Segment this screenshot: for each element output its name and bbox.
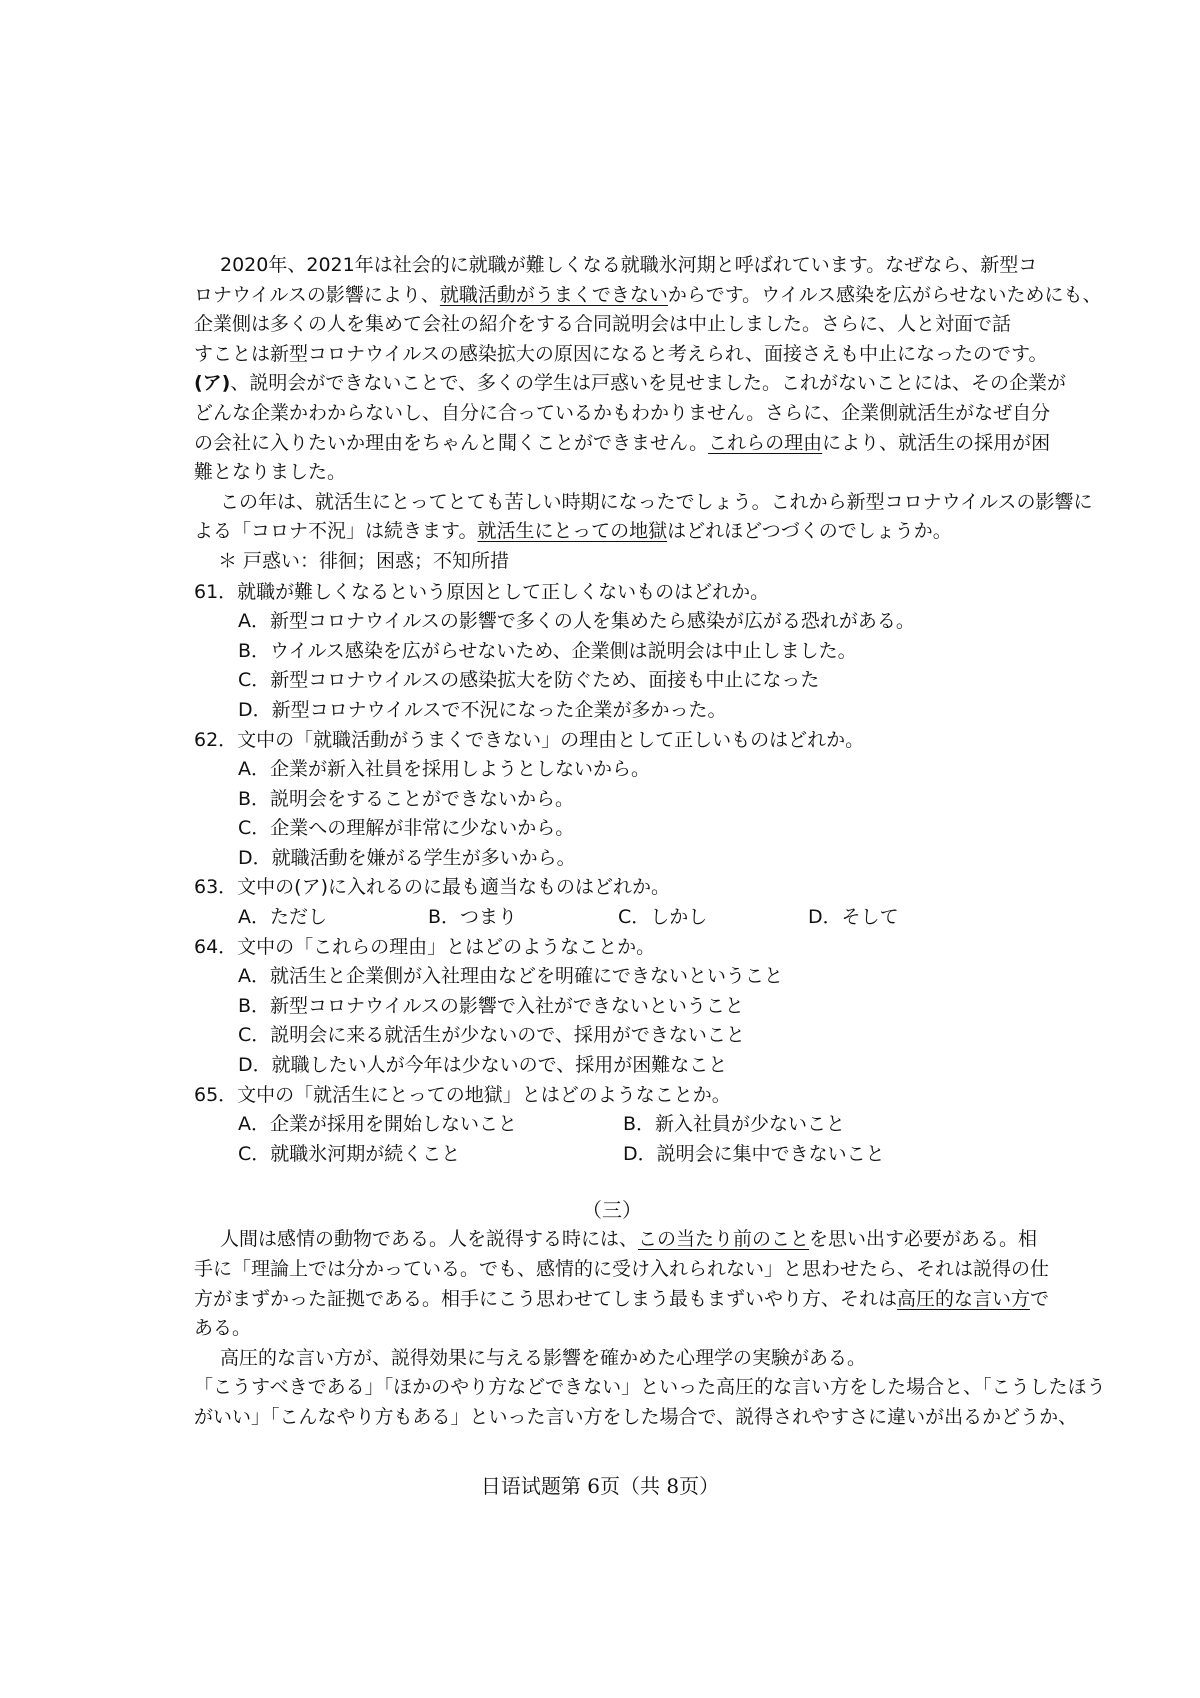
question-stem: 63．文中の(ア)に入れるのに最も適当なものはどれか。	[194, 876, 671, 899]
text-span: 人間は感情の動物である。人を説得する時には、	[220, 1228, 639, 1251]
option-a: A．新型コロナウイルスの影響で多くの人を集めたら感染が広がる恐れがある。	[238, 610, 915, 633]
text-span: を思い出す必要がある。相	[809, 1228, 1038, 1251]
passage-line	[194, 1225, 1038, 1255]
passage-line	[194, 517, 1030, 547]
question-stem: 65．文中の「就活生にとっての地獄」とはどのようなことか。	[194, 1083, 731, 1106]
text-span: はどれほどつづくのでしょうか。	[667, 520, 952, 543]
option-d: D．就職したい人が今年は少ないので、採用が困難なこと	[238, 1054, 728, 1077]
page-content	[194, 251, 1106, 1433]
option-a: A．企業が採用を開始しないこと	[238, 1113, 517, 1136]
option-b: B．ウイルス感染を広がらせないため、企業側は説明会は中止しました。	[238, 639, 857, 662]
question-stem: 64．文中の「これらの理由」とはどのようなことか。	[194, 935, 656, 958]
underlined-phrase: この当たり前のこと	[638, 1228, 810, 1251]
option-c: C．就職氷河期が続くこと	[238, 1142, 461, 1165]
passage-line	[194, 369, 1066, 399]
vocabulary-note: ＊ 戸惑い：徘徊；困惑；不知所措	[218, 549, 510, 572]
passage-line: 難となりました。	[194, 461, 347, 484]
question-65	[194, 1081, 1030, 1170]
option-a: A．就活生と企業側が入社理由などを明確にできないということ	[238, 965, 783, 988]
option-c: C．企業への理解が非常に少ないから。	[238, 817, 575, 840]
passage-line: この年は、就活生にとってとても苦しい時期になったでしょう。これから新型コロナウイルスの影響に	[220, 490, 1093, 513]
passage-line	[194, 429, 1051, 459]
option-d: D．新型コロナウイルスで不況になった企業が多かった。	[238, 698, 727, 721]
option-b: B．説明会をすることができないから。	[238, 787, 575, 810]
section-heading: （三）	[582, 1198, 642, 1223]
text-span: 方がまずかった証拠である。相手にこう思わせてしまう最もまずいやり方、それは	[194, 1287, 898, 1310]
question-62	[194, 726, 1030, 874]
option-b: B．新入社員が少ないこと	[623, 1113, 846, 1136]
text-span: からです。ウイルス感染を広がらせないためにも、	[667, 283, 1102, 306]
passage-line: ある。	[194, 1317, 252, 1340]
text-span: よる「コロナ不況」は続きます。	[194, 520, 478, 543]
passage-line: 手に「理論上では分かっている。でも、感情的に受け入れられない」と思わせたら、それは説得の仕	[194, 1258, 1050, 1280]
question-61	[194, 578, 1030, 726]
passage-line: 高圧的な言い方が、説得効果に与える影響を確かめた心理学の実験がある。	[220, 1346, 867, 1369]
text-span: の会社に入りたいか理由をちゃんと聞くことができません。	[194, 431, 709, 454]
underlined-phrase: 高圧的な言い方	[897, 1287, 1031, 1310]
option-b: B．つまり	[428, 906, 518, 929]
question-64	[194, 933, 1030, 1081]
passage-line: どんな企業かわからないし、自分に合っているかもわかりません。さらに、企業側就活生がなぜ自分	[194, 401, 1051, 424]
underlined-phrase: 就職活動がうまくできない	[439, 283, 668, 306]
option-d: D．説明会に集中できないこと	[623, 1142, 885, 1165]
option-c: C．しかし	[618, 906, 708, 929]
option-d: D．そして	[808, 906, 899, 929]
question-63	[194, 873, 1030, 932]
text-span: ロナウイルスの影響により、	[194, 283, 440, 306]
option-c: C．説明会に来る就活生が少ないので、採用ができないこと	[238, 1024, 745, 1047]
options-row	[194, 903, 1030, 933]
passage-line	[194, 1285, 1050, 1315]
passage-line: 「こうすべきである」「ほかのやり方などできない」といった高圧的な言い方をした場合と、「こうしたほう	[194, 1376, 1106, 1399]
blank-marker: (ア)	[194, 372, 231, 395]
passage-line	[194, 281, 1102, 311]
text-span: により、就活生の採用が困	[822, 431, 1051, 454]
text-span: で	[1030, 1287, 1050, 1310]
passage-line: 企業側は多くの人を集めて会社の紹介をする合同説明会は中止しました。さらに、人と対面で話	[194, 313, 1012, 336]
reading-passage-2	[194, 251, 1102, 577]
option-c: C．新型コロナウイルスの感染拡大を防ぐため、面接も中止になった	[238, 669, 820, 692]
options-row	[194, 1110, 1030, 1140]
reading-passage-3	[194, 1225, 1106, 1432]
option-b: B．新型コロナウイルスの影響で入社ができないということ	[238, 994, 744, 1017]
passage-line: がいい」「こんなやり方もある」といった言い方をした場合で、説得されやすさに違いが出るかどうか、	[194, 1405, 1078, 1428]
question-stem: 61．就職が難しくなるという原因として正しくないものはどれか。	[194, 580, 770, 603]
option-a: A．ただし	[238, 906, 327, 929]
underlined-phrase: 就活生にとっての地獄	[477, 520, 668, 543]
question-stem: 62．文中の「就職活動がうまくできない」の理由として正しいものはどれか。	[194, 728, 865, 751]
option-d: D．就職活動を嫌がる学生が多いから。	[238, 846, 576, 869]
text-span: 、説明会ができないことで、多くの学生は戸惑いを見せました。これがないことには、その企業が	[230, 372, 1066, 395]
options-row	[194, 1140, 1030, 1170]
passage-line: 2020年、2021年は社会的に就職が難しくなる就職氷河期と呼ばれています。なぜなら、新型コ	[220, 254, 1038, 276]
passage-line: すことは新型コロナウイルスの感染拡大の原因になると考えられ、面接さえも中止になったのです。	[194, 342, 1048, 365]
option-a: A．企業が新入社員を採用しようとしないから。	[238, 758, 650, 781]
page-footer: 日语试题第 6页（共 8页）	[480, 1474, 720, 1498]
underlined-phrase: これらの理由	[708, 431, 823, 454]
